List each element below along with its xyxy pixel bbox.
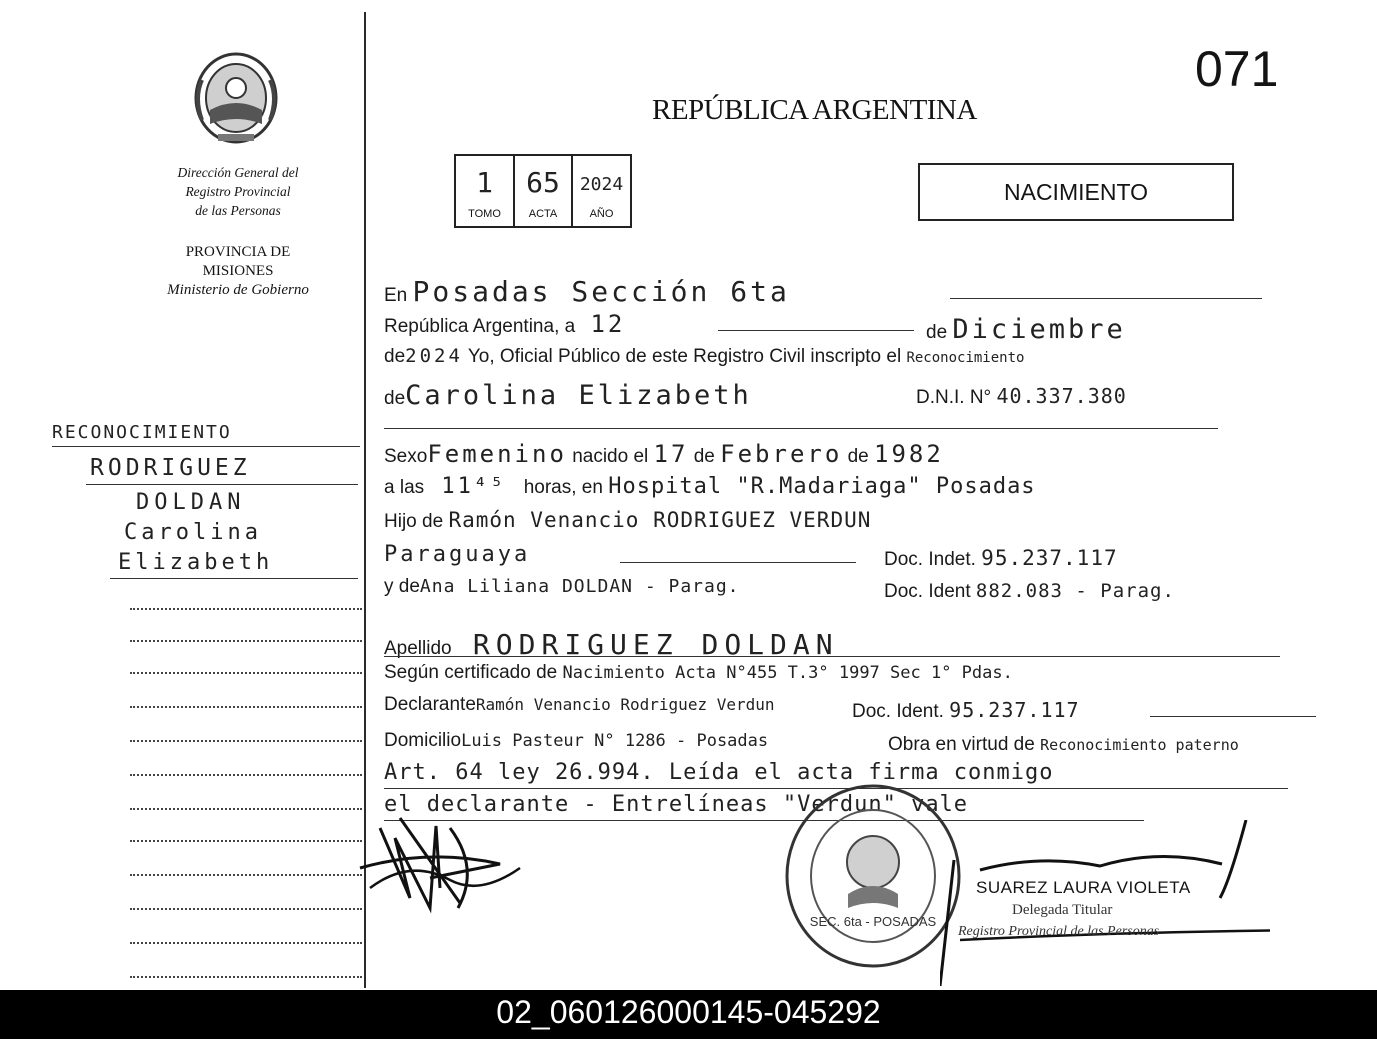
declarante-value: Ramón Venancio Rodriguez Verdun: [475, 695, 775, 714]
domicilio-label: Domicilio: [384, 730, 462, 751]
doc-decl-label: Doc. Ident.: [852, 701, 944, 722]
sexo-value: Femenino: [427, 440, 567, 468]
father-value: Ramón Venancio RODRIGUEZ VERDUN: [448, 508, 872, 532]
yde-label: y de: [384, 576, 420, 597]
sexo-label: Sexo: [384, 446, 428, 467]
officer-name: SUAREZ LAURA VIOLETA: [976, 878, 1191, 897]
hour-value: 11⁴⁵: [441, 474, 507, 499]
segun-label: Según certificado de: [384, 662, 558, 683]
horas-label: horas, en: [523, 477, 603, 498]
year-value: 2024: [405, 345, 463, 367]
segun-value: Nacimiento Acta N°455 T.3° 1997 Sec 1° Pdas.: [562, 663, 1013, 683]
father-nationality: Paraguaya: [384, 542, 531, 567]
en-value: Posadas Sección 6ta: [412, 275, 790, 308]
page-number: 071: [1195, 41, 1279, 97]
doc-mother-value: 882.083 - Parag.: [975, 580, 1175, 602]
margin-line-1: RECONOCIMIENTO: [52, 422, 232, 443]
country-title: REPÚBLICA ARGENTINA: [652, 94, 977, 126]
note-line-2: el declarante - Entrelíneas "Verdun" vale: [384, 792, 969, 817]
tomo-value: 1: [476, 166, 493, 199]
declarant-signature: [340, 808, 540, 920]
doc-type-label: NACIMIENTO: [1004, 179, 1148, 205]
registry-box: [454, 154, 632, 228]
anio-label: AÑO: [589, 208, 614, 220]
de5-label: de: [847, 446, 869, 467]
agency-line-2: Registro Provincial: [185, 184, 291, 199]
margin-line-3: DOLDAN: [136, 490, 246, 515]
apellido-value: RODRIGUEZ DOLDAN: [472, 628, 839, 661]
officer-title: Delegada Titular: [1012, 902, 1113, 918]
note-line-1: Art. 64 ley 26.994. Leída el acta firma conmigo: [384, 760, 1054, 785]
republica-label: República Argentina, a: [384, 316, 576, 337]
nacido-label: nacido el: [572, 446, 649, 467]
margin-line-2: RODRIGUEZ: [90, 455, 251, 481]
doc-decl-value: 95.237.117: [949, 698, 1080, 722]
acta-label: ACTA: [528, 208, 558, 220]
de2-label: de: [384, 346, 406, 367]
doc-mother-label: Doc. Ident: [884, 581, 971, 602]
apellido-label: Apellido: [384, 638, 452, 659]
de4-label: de: [693, 446, 715, 467]
de-label: de: [926, 322, 948, 343]
stamp-text: SEC. 6ta - POSADAS: [809, 914, 937, 929]
obra-value: Reconocimiento paterno: [1040, 736, 1239, 754]
doc-father-label: Doc. Indet.: [884, 549, 976, 570]
officer-agency: Registro Provincial de las Personas: [958, 924, 1160, 939]
en-label: En: [384, 285, 408, 306]
acta-value: 65: [526, 166, 560, 199]
margin-line-5: Elizabeth: [118, 550, 274, 575]
birth-year: 1982: [874, 440, 944, 468]
mother-value: Ana Liliana DOLDAN - Parag.: [419, 576, 740, 597]
hijo-label: Hijo de: [384, 511, 444, 532]
anio-value: 2024: [579, 174, 624, 195]
domicilio-value: Luis Pasteur N° 1286 - Posadas: [461, 731, 769, 751]
ministry-label: Ministerio de Gobierno: [167, 282, 309, 298]
birth-month: Febrero: [720, 440, 843, 468]
month-value: Diciembre: [952, 314, 1126, 345]
province-line-2: MISIONES: [202, 263, 274, 279]
scan-code: 02_060126000145-045292: [496, 994, 881, 1030]
agency-line-3: de las Personas: [195, 203, 281, 218]
de3-label: de: [384, 388, 406, 409]
birth-day: 17: [653, 440, 689, 468]
coat-of-arms-logo: [190, 50, 282, 146]
doc-father-value: 95.237.117: [981, 546, 1118, 570]
dni-label: D.N.I. N°: [916, 387, 992, 408]
province-line-1: PROVINCIA DE: [185, 244, 291, 260]
dni-value: 40.337.380: [996, 384, 1127, 408]
scan-footer: [0, 990, 1377, 1039]
agency-line-1: Dirección General del: [177, 165, 299, 180]
declarante-label: Declarante: [384, 694, 476, 715]
tomo-label: TOMO: [468, 208, 501, 220]
doc-type-box: [918, 163, 1234, 221]
obra-label: Obra en virtud de: [888, 734, 1035, 755]
alas-label: a las: [384, 477, 425, 498]
inscripto-value: Reconocimiento: [906, 350, 1025, 366]
yo-text: Yo, Oficial Público de este Registro Civil inscripto el: [467, 346, 902, 367]
place-value: Hospital "R.Madariaga" Posadas: [608, 474, 1036, 499]
person-value: Carolina Elizabeth: [405, 380, 752, 411]
margin-line-4: Carolina: [124, 520, 262, 545]
day-value: 12: [590, 310, 626, 338]
official-stamp: [782, 782, 964, 970]
